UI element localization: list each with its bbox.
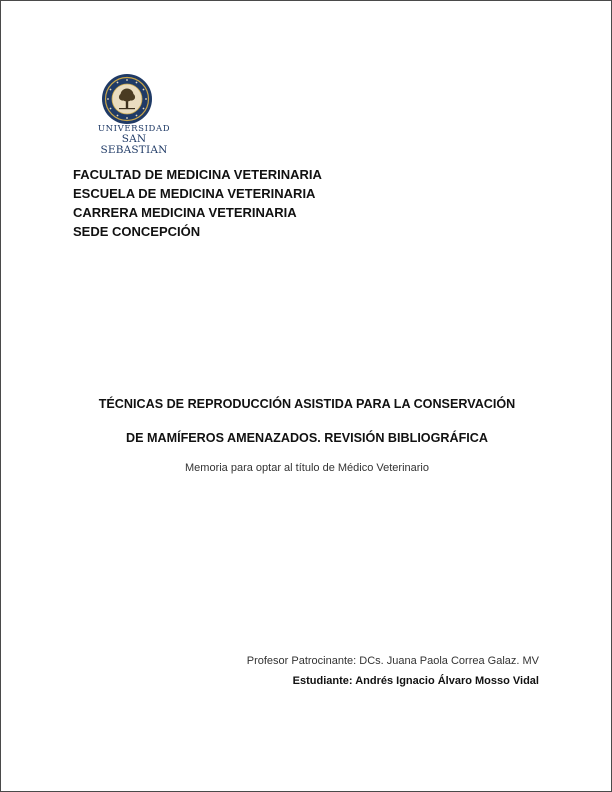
advisor-credit: Profesor Patrocinante: DCs. Juana Paola Correa Galaz. MV <box>246 655 539 667</box>
thesis-title-line2: DE MAMÍFEROS AMENAZADOS. REVISIÓN BIBLIOGRÁFICA <box>126 431 488 445</box>
logo-wordmark-line2: SAN SEBASTIAN <box>100 133 168 156</box>
program-line: CARRERA MEDICINA VETERINARIA <box>73 205 297 220</box>
faculty-line: FACULTAD DE MEDICINA VETERINARIA <box>73 167 322 182</box>
campus-line: SEDE CONCEPCIÓN <box>73 224 201 239</box>
student-credit: Estudiante: Andrés Ignacio Álvaro Mosso Vidal <box>292 675 539 687</box>
faculty-heading-block <box>73 165 322 241</box>
thesis-subtitle: Memoria para optar al título de Médico Veterinario <box>185 462 429 474</box>
school-line: ESCUELA DE MEDICINA VETERINARIA <box>73 186 316 201</box>
university-logo <box>89 73 179 156</box>
logo-wordmark-line1: UNIVERSIDAD <box>97 124 171 134</box>
university-seal-icon <box>101 73 153 125</box>
thesis-title-line1: TÉCNICAS DE REPRODUCCIÓN ASISTIDA PARA LA CONSERVACIÓN <box>98 397 516 411</box>
